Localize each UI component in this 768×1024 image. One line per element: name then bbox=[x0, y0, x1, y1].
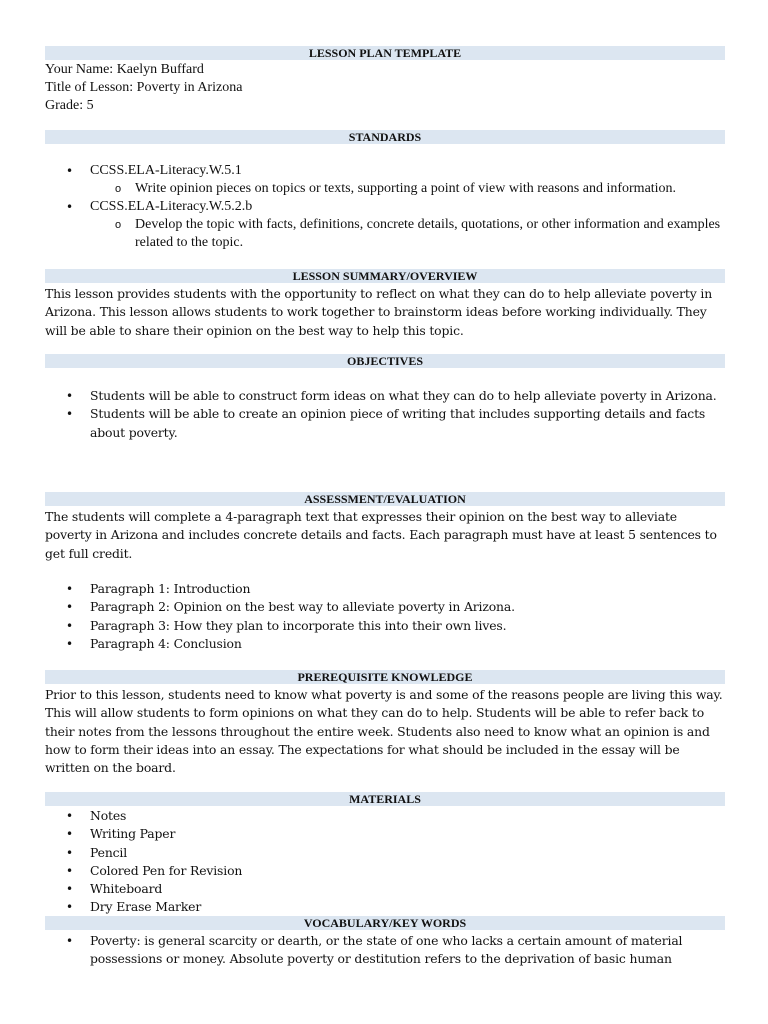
your-name-line: Your Name: Kaelyn Buffard bbox=[45, 62, 204, 77]
assessment-text: The students will complete a 4-paragraph text that expresses their opinion on the best way to alleviate poverty in Arizona and includes concrete details and facts. Each paragraph must have at least 5 sentences to get full credit. bbox=[45, 509, 717, 561]
objectives-heading: OBJECTIVES bbox=[45, 354, 725, 368]
standards-heading: STANDARDS bbox=[45, 130, 725, 144]
summary-text: This lesson provides students with the opportunity to reflect on what they can do to help alleviate poverty in Arizona. This lesson allows students to work together to brainstorm ideas before working individually. They will be able to share their opinion on the best way to help this topic. bbox=[45, 286, 713, 338]
lesson-plan-template-heading: LESSON PLAN TEMPLATE bbox=[45, 46, 725, 60]
paragraph-item: • Paragraph 4: Conclusion bbox=[45, 635, 725, 653]
grade-line: Grade: 5 bbox=[45, 98, 94, 113]
objective-item: • Students will be able to construct form ideas on what they can do to help alleviate poverty in Arizona. bbox=[45, 387, 725, 405]
paragraph-item: • Paragraph 2: Opinion on the best way to alleviate poverty in Arizona. bbox=[45, 598, 725, 616]
material-item: • Whiteboard bbox=[45, 880, 725, 898]
assessment-heading: ASSESSMENT/EVALUATION bbox=[45, 492, 725, 506]
material-item: • Notes bbox=[45, 807, 725, 825]
standards-list bbox=[45, 162, 725, 252]
materials-heading: MATERIALS bbox=[45, 792, 725, 806]
vocabulary-heading: VOCABULARY/KEY WORDS bbox=[45, 916, 725, 930]
material-item: • Pencil bbox=[45, 844, 725, 862]
summary-heading: LESSON SUMMARY/OVERVIEW bbox=[45, 269, 725, 283]
objectives-list bbox=[45, 387, 725, 442]
prerequisite-text: Prior to this lesson, students need to know what poverty is and some of the reasons people are living this way. This will allow students to form opinions on what they can do to help. Students will be able to refer back to their notes from the lessons throughout the entire week. Students also need to know what an opinion is and how to form their ideas into an essay. The expectations for what should be included in the essay will be written on the board. bbox=[45, 687, 723, 776]
header-info bbox=[45, 61, 725, 115]
material-item: • Colored Pen for Revision bbox=[45, 862, 725, 880]
assessment-paragraph-list bbox=[45, 580, 725, 653]
objective-item: • Students will be able to create an opinion piece of writing that includes supporting details and facts about poverty. bbox=[45, 405, 725, 442]
lesson-title-line: Title of Lesson: Poverty in Arizona bbox=[45, 80, 243, 95]
paragraph-item: • Paragraph 3: How they plan to incorporate this into their own lives. bbox=[45, 617, 725, 635]
standard-detail: o Develop the topic with facts, definitions, concrete details, quotations, or other information and examples related to the topic. bbox=[45, 216, 725, 252]
standard-code: • CCSS.ELA-Literacy.W.5.2.b bbox=[45, 198, 725, 216]
prerequisite-heading: PREREQUISITE KNOWLEDGE bbox=[45, 670, 725, 684]
materials-list bbox=[45, 807, 725, 917]
standard-code: • CCSS.ELA-Literacy.W.5.1 bbox=[45, 162, 725, 180]
material-item: • Writing Paper bbox=[45, 825, 725, 843]
paragraph-item: • Paragraph 1: Introduction bbox=[45, 580, 725, 598]
standard-detail: o Write opinion pieces on topics or texts, supporting a point of view with reasons and information. bbox=[45, 180, 725, 198]
material-item: • Dry Erase Marker bbox=[45, 898, 725, 916]
vocabulary-item: • Poverty: is general scarcity or dearth, or the state of one who lacks a certain amount of material possessions or money. Absolute poverty or destitution refers to the deprivation of basic human bbox=[45, 932, 725, 969]
vocabulary-list bbox=[45, 932, 725, 969]
